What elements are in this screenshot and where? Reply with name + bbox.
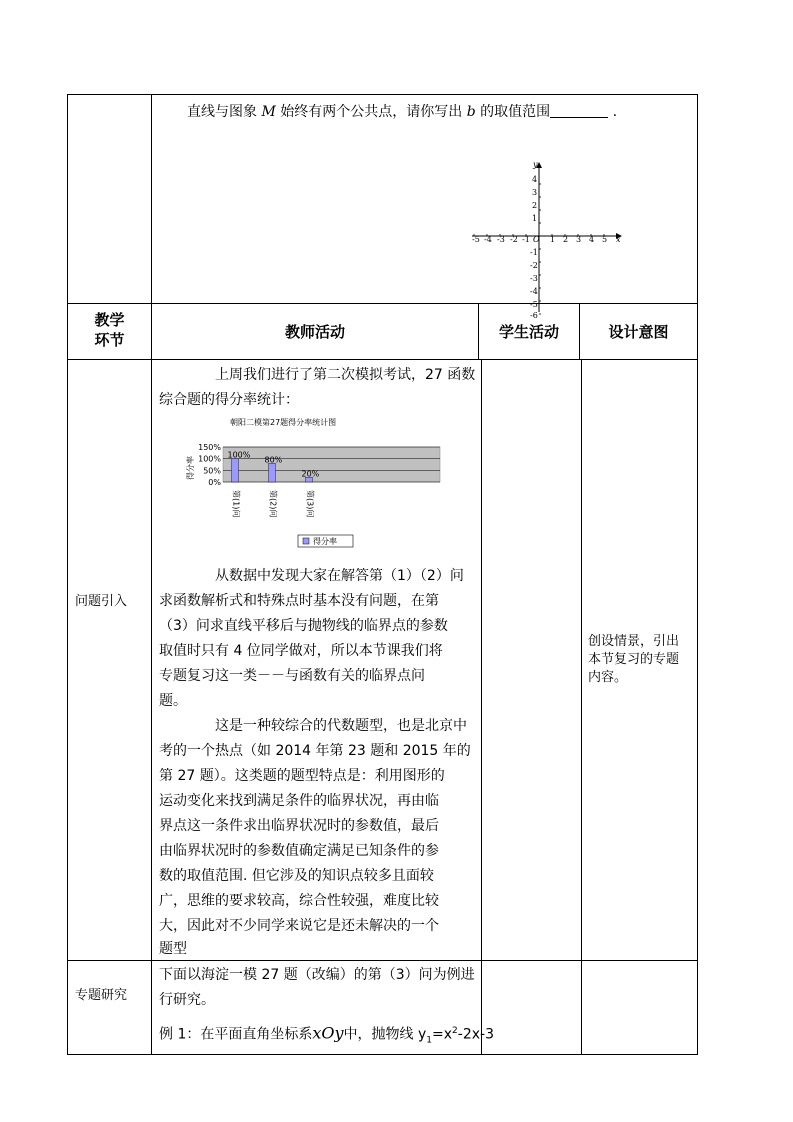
example-text-4: -2x-3 xyxy=(457,1026,494,1043)
y-tick-neg2: -2 xyxy=(530,261,538,270)
chart-y-tick-label: 150% xyxy=(198,443,221,452)
example-text-3: =x xyxy=(432,1026,453,1043)
table-border-left xyxy=(67,94,68,1055)
origin-label: O xyxy=(533,235,540,244)
chart-category-label: 第(2)问 xyxy=(268,490,278,518)
x-tick-neg1: -1 xyxy=(522,235,530,244)
intro-line: 界点这一条件求出临界状况时的参数值，最后 xyxy=(159,818,439,834)
x-tick-neg2: -2 xyxy=(510,235,518,244)
x-tick-neg5: -5 xyxy=(472,235,480,244)
question-text-3: 的取值范围 xyxy=(480,104,551,120)
y-tick-1: 1 xyxy=(532,214,538,223)
design-intent-text xyxy=(588,633,679,687)
y-tick-2: 2 xyxy=(532,201,538,210)
research-line-1: 下面以海淀一模 27 题（改编）的第（3）问为例进 xyxy=(159,967,475,983)
intro-line: 第 27 题）。这类题的题型特点是：利用图形的 xyxy=(159,768,445,784)
variable-b: b xyxy=(466,104,476,120)
y-tick-neg3: -3 xyxy=(530,274,538,283)
intent-line: 内容。 xyxy=(588,670,628,685)
y-tick-neg5: -5 xyxy=(530,300,538,309)
stage-topic-research: 专题研究 xyxy=(75,988,128,1003)
coordinate-system-name: xOy xyxy=(312,1023,344,1043)
intro-line: 求函数解析式和特殊点时基本没有问题，在第 xyxy=(159,593,439,609)
chart-bar xyxy=(269,463,276,482)
header-student-activity: 学生活动 xyxy=(498,323,559,341)
table-border-top xyxy=(67,94,698,95)
y-tick-3: 3 xyxy=(532,188,538,197)
intro-line: （3）问求直线平移后与抛物线的临界点的参数 xyxy=(159,618,448,634)
intro-line: 专题复习这一类－－与函数有关的临界点问 xyxy=(159,668,425,684)
intent-line: 创设情景，引出 xyxy=(588,634,680,649)
question-text-1: 直线与图象 xyxy=(187,104,257,120)
chart-plot-area xyxy=(223,447,440,482)
y-tick-neg4: -4 xyxy=(530,287,538,296)
intro-line: 取值时只有 4 位同学做对，所以本节课我们将 xyxy=(159,643,443,659)
intro-line: 综合题的得分率统计： xyxy=(159,392,299,408)
chart-y-axis-label: 得分率 xyxy=(186,456,195,480)
col-divider-2b xyxy=(481,360,482,1055)
intro-line: 考的一个热点（如 2014 年第 23 题和 2015 年的 xyxy=(159,743,471,759)
row-divider-header-bottom xyxy=(67,359,698,360)
y-tick-neg6: -6 xyxy=(530,311,538,318)
y-tick-4: 4 xyxy=(532,175,538,184)
intro-line: 题型 xyxy=(159,941,187,957)
chart-legend-swatch xyxy=(303,538,309,544)
x-tick-3: 3 xyxy=(576,235,582,244)
y-tick-neg1: -1 xyxy=(530,248,538,257)
col-divider-1 xyxy=(151,94,152,1055)
subscript-1: 1 xyxy=(426,1035,433,1046)
superscript-2: 2 xyxy=(452,1026,458,1036)
intro-line: 上周我们进行了第二次模拟考试，27 函数 xyxy=(215,367,476,383)
intro-line: 大，因此对不少同学来说它是还未解决的一个 xyxy=(159,918,439,934)
chart-y-tick-label: 50% xyxy=(203,466,221,476)
intro-line: 广，思维的要求较高，综合性较强，难度比较 xyxy=(159,893,439,909)
table-border-bottom xyxy=(67,1054,698,1055)
question-text-2: 始终有两个公共点，请你写出 xyxy=(280,104,463,120)
intro-line: 运动变化来找到满足条件的临界状况，再由临 xyxy=(159,793,439,809)
col-divider-3b xyxy=(581,360,582,1055)
x-tick-1: 1 xyxy=(550,235,556,244)
chart-data-label: 80% xyxy=(264,455,283,465)
research-line-2: 行研究。 xyxy=(159,992,215,1008)
chart-y-tick-label: 0% xyxy=(208,478,221,487)
x-tick-5: 5 xyxy=(602,235,608,244)
answer-blank[interactable] xyxy=(550,103,608,118)
intro-line: 这是一种较综合的代数题型，也是北京中 xyxy=(215,718,467,734)
x-tick-4: 4 xyxy=(589,235,595,244)
intro-line: 数的取值范围. 但它涉及的知识点较多且面较 xyxy=(159,868,434,884)
score-rate-chart xyxy=(185,414,450,554)
header-stage xyxy=(68,310,151,350)
x-axis-label: x xyxy=(616,235,621,244)
chart-category-label: 第(1)问 xyxy=(231,490,241,518)
chart-title: 朝阳二模第27题得分率统计图 xyxy=(230,418,337,427)
table-border-right xyxy=(697,94,698,1055)
intro-line: 题。 xyxy=(159,693,187,709)
chart-y-tick-label: 100% xyxy=(198,454,221,464)
intro-line: 从数据中发现大家在解答第（1）（2）问 xyxy=(215,568,464,584)
coordinate-axes xyxy=(466,158,626,318)
example-text-2: 中，抛物线 y xyxy=(343,1026,427,1043)
header-teacher-activity: 教师活动 xyxy=(284,323,345,341)
example-text-1: 例 1：在平面直角坐标系 xyxy=(159,1026,313,1043)
example-1-line xyxy=(159,1018,494,1053)
y-axis-label: y xyxy=(533,160,538,169)
stage-problem-intro: 问题引入 xyxy=(75,594,128,609)
x-tick-2: 2 xyxy=(563,235,569,244)
intent-line: 本节复习的专题 xyxy=(588,652,680,667)
header-stage-line2: 环节 xyxy=(94,331,125,349)
chart-legend-label: 得分率 xyxy=(313,537,337,546)
header-design-intent: 设计意图 xyxy=(608,323,669,341)
top-cell-question-line xyxy=(187,99,617,125)
question-end: . xyxy=(612,104,618,120)
chart-category-label: 第(3)问 xyxy=(305,490,315,518)
chart-data-label: 20% xyxy=(301,469,320,479)
chart-data-label: 100% xyxy=(227,450,251,460)
header-stage-line1: 教学 xyxy=(94,311,125,329)
x-tick-neg4: -4 xyxy=(484,235,492,244)
x-tick-neg3: -3 xyxy=(497,235,505,244)
chart-bar xyxy=(232,459,239,482)
intro-line: 由临界状况时的参数值确定满足已知条件的参 xyxy=(159,843,439,859)
variable-M: M xyxy=(261,104,276,120)
